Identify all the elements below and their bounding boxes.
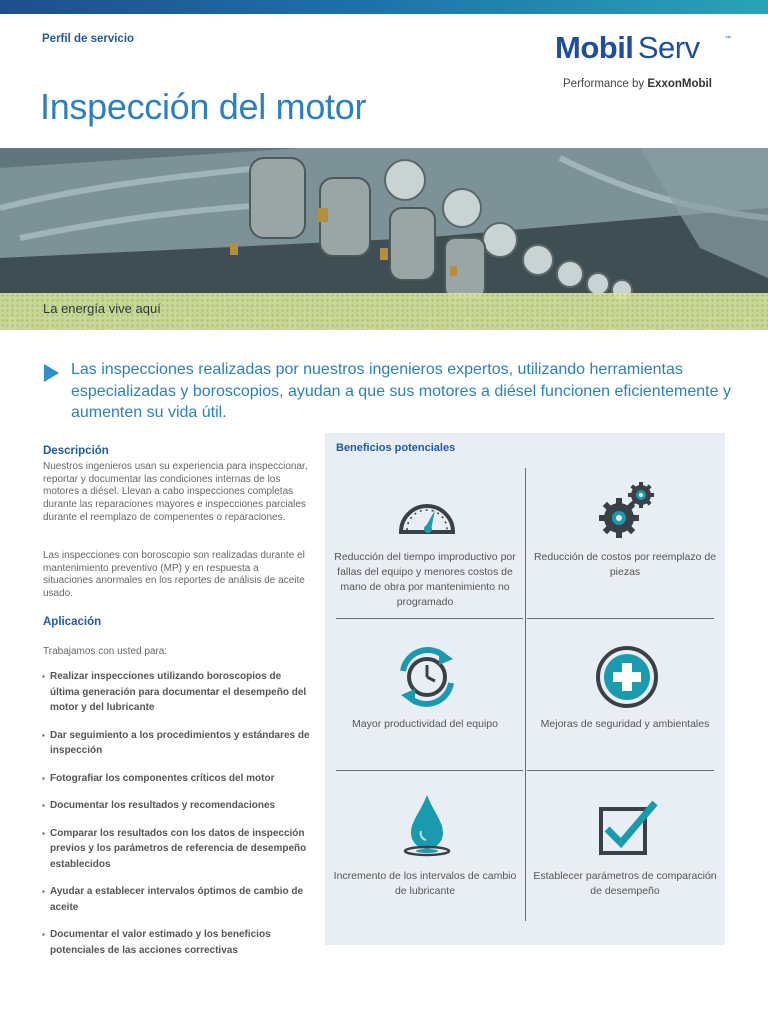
hero-slogan: La energía vive aquí [43, 301, 161, 316]
list-item: ▪ Documentar el valor estimado y los beneficios potenciales de las acciones correctivas [43, 927, 311, 958]
speedometer-icon [395, 488, 459, 552]
description-paragraph-2: Las inspecciones con boroscopio son realizadas durante el mantenimiento preventivo (MP) y en respuesta a situaciones anormales en los reportes de análisis de aceite usado. [43, 550, 305, 600]
checkbox-icon [595, 795, 659, 859]
list-item: ▪ Comparar los resultados con los datos de inspección previos y los parámetros de referencia de desempeño establecidos [43, 826, 311, 873]
play-arrow-icon [44, 364, 59, 382]
description-heading: Descripción [43, 445, 109, 457]
list-item: ▪ Dar seguimiento a los procedimientos y estándares de inspección [43, 728, 311, 759]
benefit-item-downtime [325, 468, 525, 618]
page-title: Inspección del motor [40, 86, 367, 127]
logo-tagline [563, 78, 712, 90]
top-color-bar [0, 0, 768, 14]
application-list [43, 669, 311, 970]
lead-paragraph: Las inspecciones realizadas por nuestros ingenieros expertos, utilizando herramientas especializadas y boroscopios, ayudan a que sus motores a diésel funcionen eficientemente y aumenten su vida útil. [71, 361, 731, 421]
benefit-caption: Reducción del tiempo improductivo por fallas del equipo y menores costos de mano de obra por mantenimiento no programado [334, 551, 516, 608]
benefit-item-lubricant [325, 771, 525, 921]
benefit-item-benchmark [525, 771, 725, 921]
logo-trademark: ™ [725, 36, 731, 42]
application-intro: Trabajamos con usted para: [43, 646, 168, 657]
list-item: ▪ Realizar inspecciones utilizando boroscopios de última generación para documentar el desempeño del motor y del lubricante [43, 669, 311, 716]
oil-drop-icon [395, 793, 459, 857]
hero-engine-image [0, 148, 768, 330]
description-paragraph-1: Nuestros ingenieros usan su experiencia para inspeccionar, reportar y documentar las condiciones internas de los motores a diésel. Llevan a cabo inspecciones completas durante las reparaciones mayores e inspecciones parciales durante el reemplazo de compenentes o reparaciones. [43, 461, 308, 523]
clock-cycle-icon [395, 645, 459, 709]
benefit-item-costs [525, 468, 725, 618]
gears-icon [595, 478, 659, 542]
benefit-caption: Mayor productividad del equipo [352, 718, 498, 730]
tagline-brand: ExxonMobil [647, 78, 712, 90]
benefits-panel [325, 433, 725, 945]
tagline-prefix: Performance by [563, 78, 648, 90]
benefit-caption: Mejoras de seguridad y ambientales [540, 718, 710, 730]
list-item: ▪ Fotografiar los componentes críticos del motor [43, 771, 311, 787]
logo-mobil-text: Mobil [555, 30, 634, 65]
benefit-item-productivity [325, 619, 525, 769]
benefit-item-safety [525, 619, 725, 769]
application-heading: Aplicación [43, 616, 102, 628]
list-item: ▪ Documentar los resultados y recomendaciones [43, 798, 311, 814]
benefit-caption: Establecer parámetros de comparación de desempeño [533, 870, 717, 897]
benefit-caption: Incremento de los intervalos de cambio de lubricante [333, 870, 517, 897]
mobil-serv-logo [555, 30, 735, 70]
list-item: ▪ Ayudar a establecer intervalos óptimos de cambio de aceite [43, 884, 311, 915]
logo-serv-text: Serv [637, 30, 700, 65]
safety-cross-icon [595, 645, 659, 709]
benefit-caption: Reducción de costos por reemplazo de piezas [533, 551, 717, 578]
benefits-heading: Beneficios potenciales [336, 442, 456, 454]
document-type-label: Perfil de servicio [42, 33, 135, 45]
